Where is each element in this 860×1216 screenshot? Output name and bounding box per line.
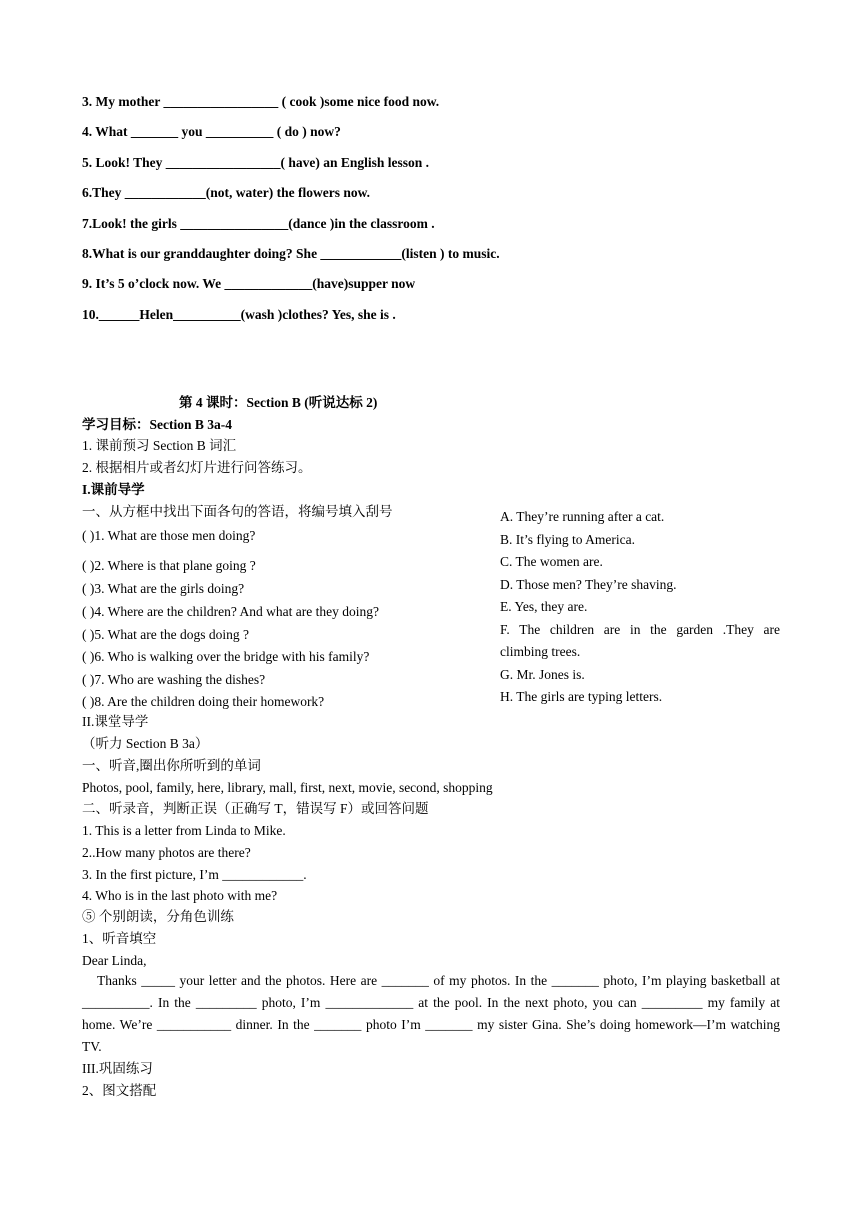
letter-body: Thanks _____ your letter and the photos. Here are _______ of my photos. In the _______ photo, I’m playing basketball at __________. In the _________ photo, I’m _____________ at the pool. In the next photo, you can _________ my family at home. We’re ___________ dinner. In the _______ photo I’m _______ my sister Gina. She’s doing homework—I’m watching TV. bbox=[82, 973, 780, 1054]
question-5: ( )5. What are the dogs doing ? bbox=[82, 627, 249, 642]
exercise-item-5: 5. Look! They _________________( have) an English lesson . bbox=[82, 155, 430, 170]
letter-greeting: Dear Linda, bbox=[82, 953, 147, 968]
task2-item-2: 2..How many photos are there? bbox=[82, 845, 251, 860]
objective-item-2: 2. 根据相片或者幻灯片进行问答练习。 bbox=[82, 460, 312, 475]
exercise-item-10: 10.______Helen__________(wash )clothes? Yes, she is . bbox=[82, 307, 396, 322]
part3-heading: III.巩固练习 bbox=[82, 1061, 153, 1076]
answer-f: F. The children are in the garden .They are climbing trees. bbox=[500, 621, 780, 659]
task2-item-1: 1. This is a letter from Linda to Mike. bbox=[82, 823, 286, 838]
answer-box bbox=[500, 506, 780, 709]
listening-note: （听力 Section B 3a） bbox=[82, 736, 209, 751]
question-3: ( )3. What are the girls doing? bbox=[82, 581, 245, 596]
question-4: ( )4. Where are the children? And what are they doing? bbox=[82, 604, 379, 619]
question-2: ( )2. Where is that plane going ? bbox=[82, 558, 256, 573]
answer-d: D. Those men? They’re shaving. bbox=[500, 576, 677, 592]
word-list: Photos, pool, family, here, library, mall, first, next, movie, second, shopping bbox=[82, 780, 493, 795]
task2-instruction: 二、听录音，判断正误（正确写 T，错误写 F）或回答问题 bbox=[82, 801, 429, 816]
answer-c: C. The women are. bbox=[500, 554, 603, 569]
answer-h: H. The girls are typing letters. bbox=[500, 689, 663, 704]
objective-item-1: 1. 课前预习 Section B 词汇 bbox=[82, 438, 237, 453]
task2-item-4: 4. Who is in the last photo with me? bbox=[82, 888, 278, 903]
task5-instruction: ⑤ 个别朗读，分角色训练 bbox=[82, 909, 234, 924]
exercise-item-6: 6.They ____________(not, water) the flowers now. bbox=[82, 185, 370, 200]
answer-a: A. They’re running after a cat. bbox=[500, 509, 665, 524]
objective-heading: 学习目标：Section B 3a-4 bbox=[82, 417, 232, 432]
answer-g: G. Mr. Jones is. bbox=[500, 666, 585, 682]
exercise-item-8: 8.What is our granddaughter doing? She ____________(listen ) to music. bbox=[82, 246, 500, 261]
part1-heading: I.课前导学 bbox=[82, 482, 145, 497]
question-1: ( )1. What are those men doing? bbox=[82, 528, 256, 543]
exercise-item-3: 3. My mother _________________ ( cook )some nice food now. bbox=[82, 94, 440, 109]
answer-b: B. It’s flying to America. bbox=[500, 531, 635, 547]
exercise-item-9: 9. It’s 5 o’clock now. We _____________(have)supper now bbox=[82, 276, 416, 291]
match-heading: 2、图文搭配 bbox=[82, 1083, 157, 1098]
question-7: ( )7. Who are washing the dishes? bbox=[82, 672, 266, 687]
exercise-item-4: 4. What _______ you __________ ( do ) now? bbox=[82, 124, 341, 139]
question-6: ( )6. Who is walking over the bridge with his family? bbox=[82, 649, 370, 664]
lesson-title: 第 4 课时：Section B (听说达标 2) bbox=[179, 395, 378, 410]
fill-heading: 1、听音填空 bbox=[82, 931, 157, 946]
question-8: ( )8. Are the children doing their homework? bbox=[82, 694, 325, 709]
part2-heading: II.课堂导学 bbox=[82, 714, 149, 729]
exercise-item-7: 7.Look! the girls ________________(dance )in the classroom . bbox=[82, 216, 435, 231]
part1-instruction: 一、从方框中找出下面各句的答语，将编号填入刮号 bbox=[82, 504, 393, 519]
task2-item-3: 3. In the first picture, I’m ____________. bbox=[82, 867, 307, 882]
answer-e: E. Yes, they are. bbox=[500, 599, 588, 614]
task1-instruction: 一、听音,圈出你所听到的单词 bbox=[82, 758, 261, 773]
